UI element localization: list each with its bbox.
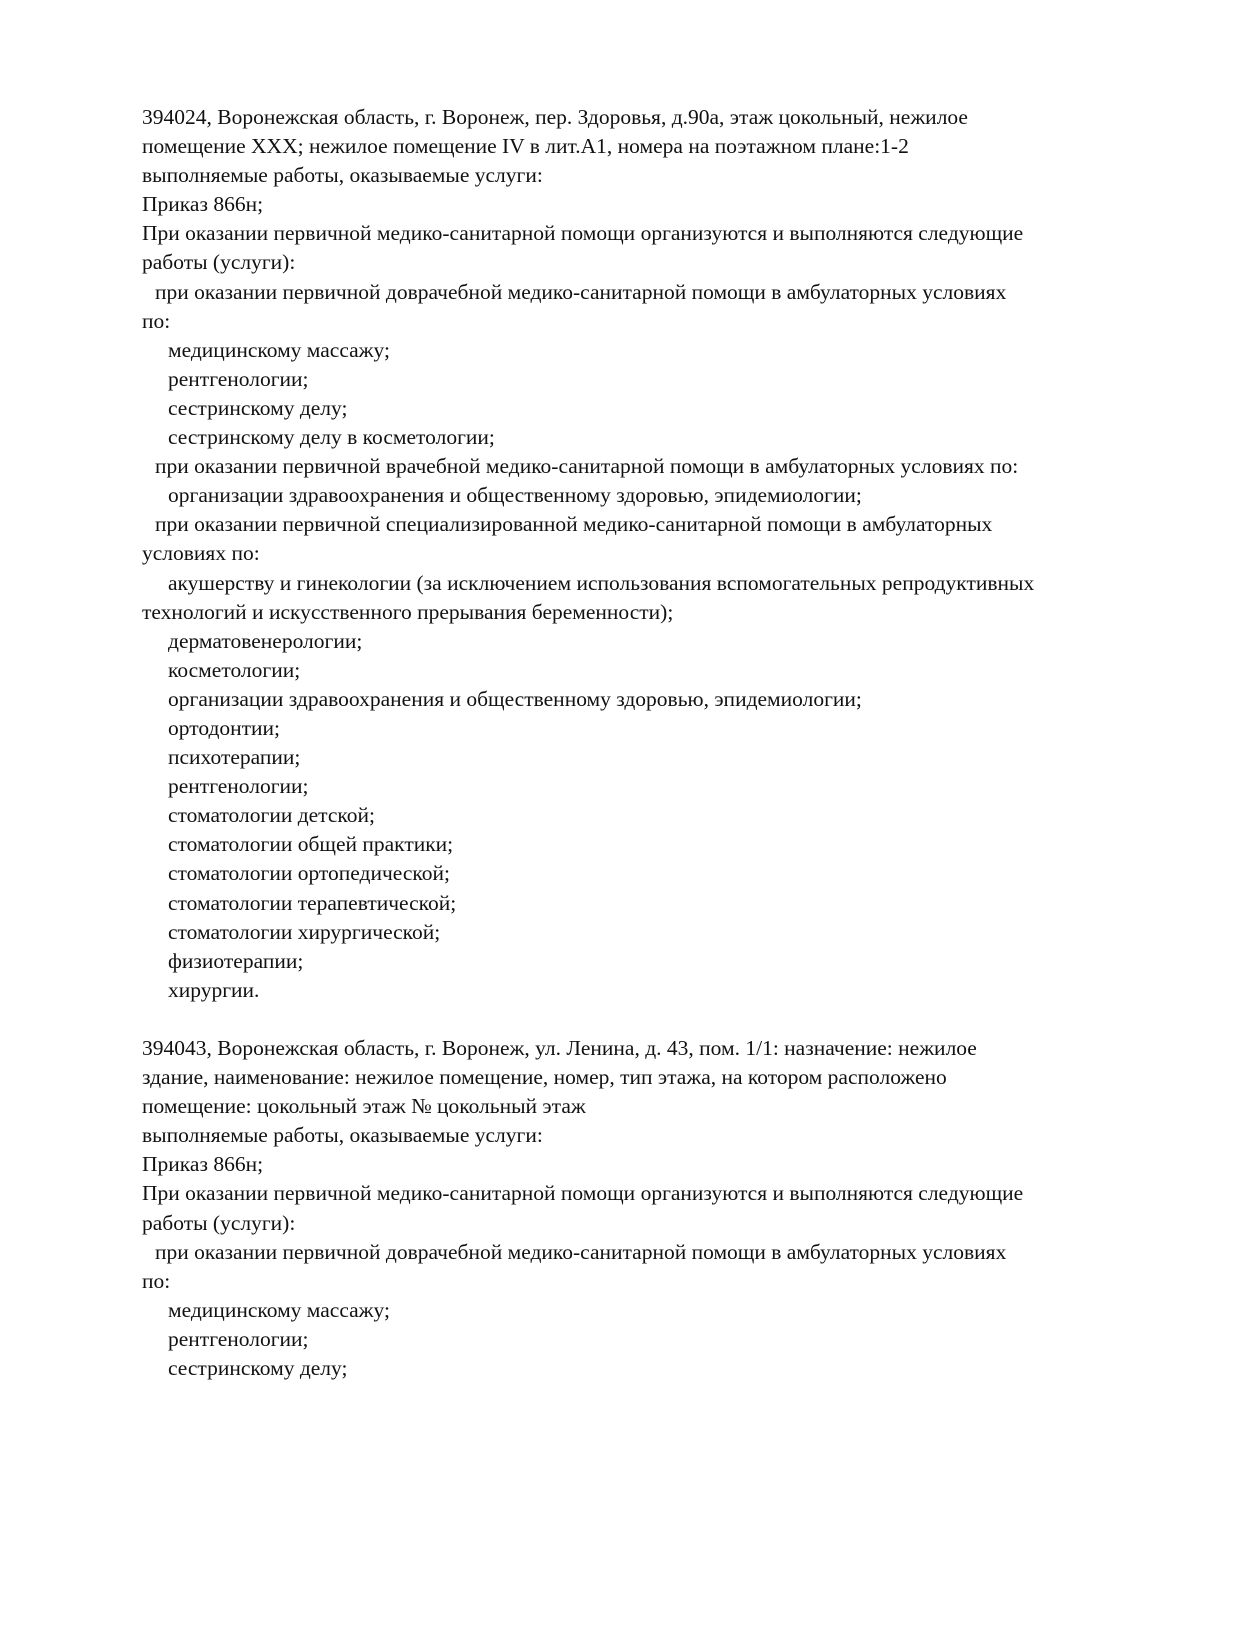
section-heading: по: <box>142 1268 171 1293</box>
block-separator <box>142 1005 1152 1034</box>
service-item: ортодонтии; <box>168 715 281 740</box>
section-heading: по: <box>142 308 171 333</box>
service-item: сестринскому делу в косметологии; <box>168 425 495 450</box>
service-item: сестринскому делу; <box>168 395 348 420</box>
section-heading: условиях по: <box>142 541 260 566</box>
address-line: 394043, Воронежская область, г. Воронеж, ул. Ленина, д. 43, пом. 1/1: назначение: нежилое <box>142 1036 977 1060</box>
works-label: выполняемые работы, оказываемые услуги: <box>142 163 543 188</box>
service-item: хирургии. <box>168 977 260 1002</box>
service-item: стоматологии хирургической; <box>168 919 441 944</box>
intro-line: При оказании первичной медико-санитарной помощи организуются и выполняются следующие <box>142 1181 1024 1206</box>
section-heading: при оказании первичной специализированной медико-санитарной помощи в амбулаторных <box>155 512 993 537</box>
service-item: рентгенологии; <box>168 366 309 391</box>
address-line: помещение: цокольный этаж № цокольный этаж <box>142 1094 586 1119</box>
service-item: медицинскому массажу; <box>168 337 390 362</box>
works-label: выполняемые работы, оказываемые услуги: <box>142 1123 543 1148</box>
intro-line: работы (услуги): <box>142 250 296 275</box>
service-item: психотерапии; <box>168 745 301 770</box>
section-heading: при оказании первичной врачебной медико-санитарной помощи в амбулаторных условиях по: <box>155 454 1019 479</box>
service-item: рентгенологии; <box>168 774 309 799</box>
service-item: стоматологии терапевтической; <box>168 890 457 915</box>
address-line: здание, наименование: нежилое помещение, номер, тип этажа, на котором расположено <box>142 1065 947 1090</box>
service-item: рентгенологии; <box>168 1326 309 1351</box>
order-reference: Приказ 866н; <box>142 192 264 217</box>
service-item: стоматологии общей практики; <box>168 832 454 857</box>
intro-line: При оказании первичной медико-санитарной помощи организуются и выполняются следующие <box>142 221 1024 246</box>
address-line: 394024, Воронежская область, г. Воронеж, пер. Здоровья, д.90а, этаж цокольный, нежилое <box>142 105 968 129</box>
section-heading: при оказании первичной доврачебной медико-санитарной помощи в амбулаторных условиях <box>155 1239 1007 1264</box>
service-item: дерматовенерологии; <box>168 628 363 653</box>
service-item: организации здравоохранения и общественному здоровью, эпидемиологии; <box>168 686 862 711</box>
service-item: физиотерапии; <box>168 948 304 973</box>
section-heading: при оказании первичной доврачебной медико-санитарной помощи в амбулаторных условиях <box>155 279 1007 304</box>
service-item: стоматологии ортопедической; <box>168 861 451 886</box>
address-line: помещение XXX; нежилое помещение IV в лит.А1, номера на поэтажном плане:1-2 <box>142 134 909 159</box>
service-item: медицинскому массажу; <box>168 1297 390 1322</box>
service-item: технологий и искусственного прерывания беременности); <box>142 599 674 624</box>
service-item: косметологии; <box>168 657 301 682</box>
service-item: сестринскому делу; <box>168 1356 348 1381</box>
document-page <box>142 103 1152 1383</box>
order-reference: Приказ 866н; <box>142 1152 264 1177</box>
service-item: организации здравоохранения и общественному здоровью, эпидемиологии; <box>168 483 862 508</box>
service-item: стоматологии детской; <box>168 803 375 828</box>
intro-line: работы (услуги): <box>142 1210 296 1235</box>
service-item: акушерству и гинекологии (за исключением использования вспомогательных репродуктивных <box>168 570 1035 595</box>
